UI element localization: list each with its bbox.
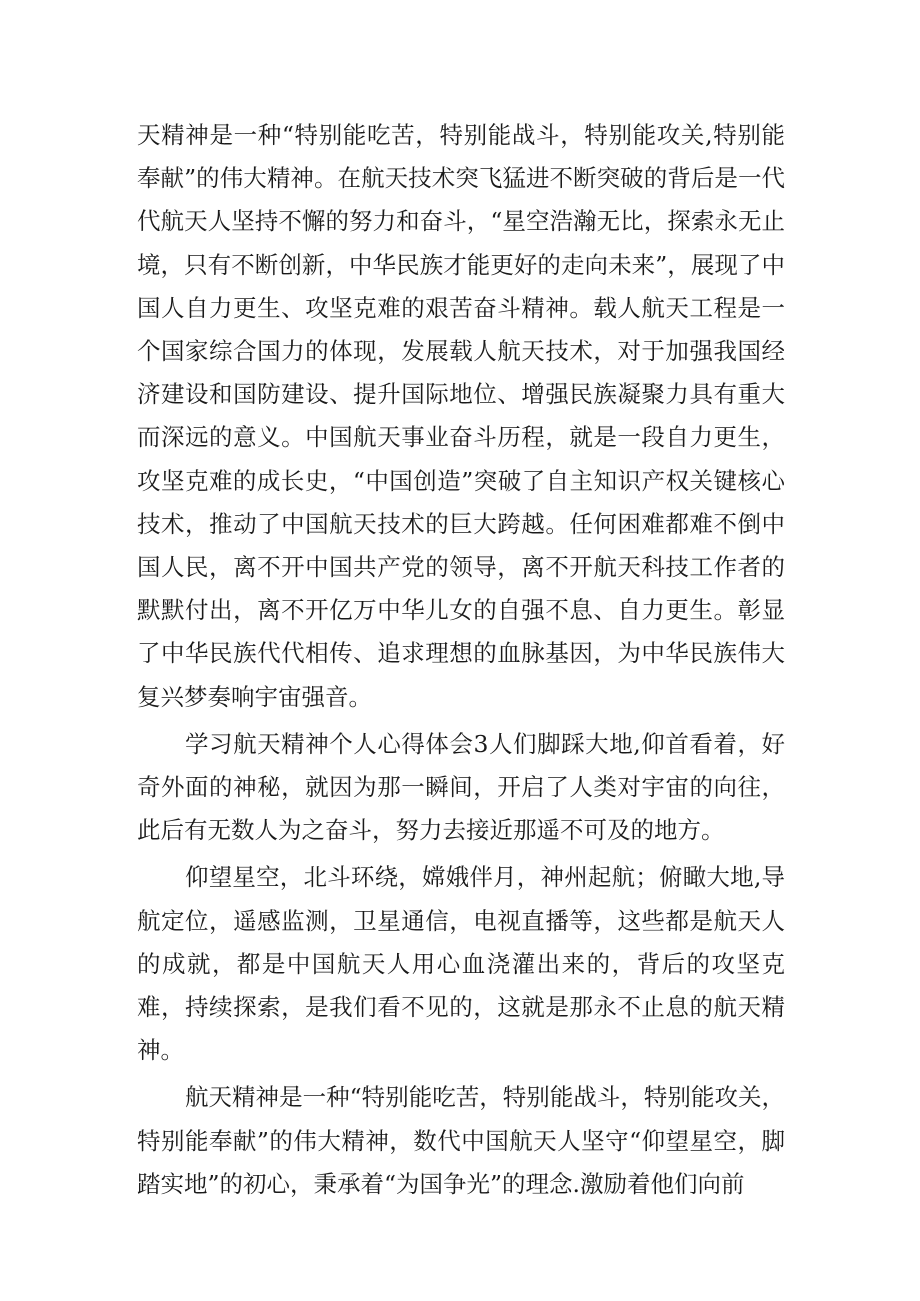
- paragraph-2: 学习航天精神个人心得体会3人们脚踩大地,仰首看着，好奇外面的神秘，就因为那一瞬间，开启了人类对宇宙的向往，此后有无数人为之奋斗，努力去接近那遥不可及的地方。: [137, 729, 785, 845]
- paragraph-1: 天精神是一种“特别能吃苦，特别能战斗，特别能攻关,特别能奉献”的伟大精神。在航天技术突飞猛进不断突破的背后是一代代航天人坚持不懈的努力和奋斗，“星空浩瀚无比，探索永无止境，只有不断创新，中华民族才能更好的走向未来”，展现了中国人自力更生、攻坚克难的艰苦奋斗精神。载人航天工程是一个国家综合国力的体现，发展载人航天技术，对于加强我国经济建设和国防建设、提升国际地位、增强民族凝聚力具有重大而深远的意义。中国航天事业奋斗历程，就是一段自力更生，攻坚克难的成长史，“中国创造”突破了自主知识产权关键核心技术，推动了中国航天技术的巨大跨越。任何困难都难不倒中国人民，离不开中国共产党的领导，离不开航天科技工作者的默默付出，离不开亿万中华儿女的自强不息、自力更生。彰显了中华民族代代相传、追求理想的血脉基因，为中华民族伟大复兴梦奏响宇宙强音。: [137, 121, 785, 711]
- paragraph-4: 航天精神是一种“特别能吃苦，特别能战斗，特别能攻关，特别能奉献”的伟大精神，数代中国航天人坚守“仰望星空，脚踏实地”的初心，秉承着“为国争光”的理念.激励着他们向前: [137, 1083, 785, 1198]
- paragraph-3: 仰望星空，北斗环绕，嫦娥伴月，神州起航；俯瞰大地,导航定位，遥感监测，卫星通信，电视直播等，这些都是航天人的成就，都是中国航天人用心血浇灌出来的，背后的攻坚克难，持续探索，是我们看不见的，这就是那永不止息的航天精神。: [137, 863, 785, 1065]
- document-body: [137, 114, 785, 1210]
